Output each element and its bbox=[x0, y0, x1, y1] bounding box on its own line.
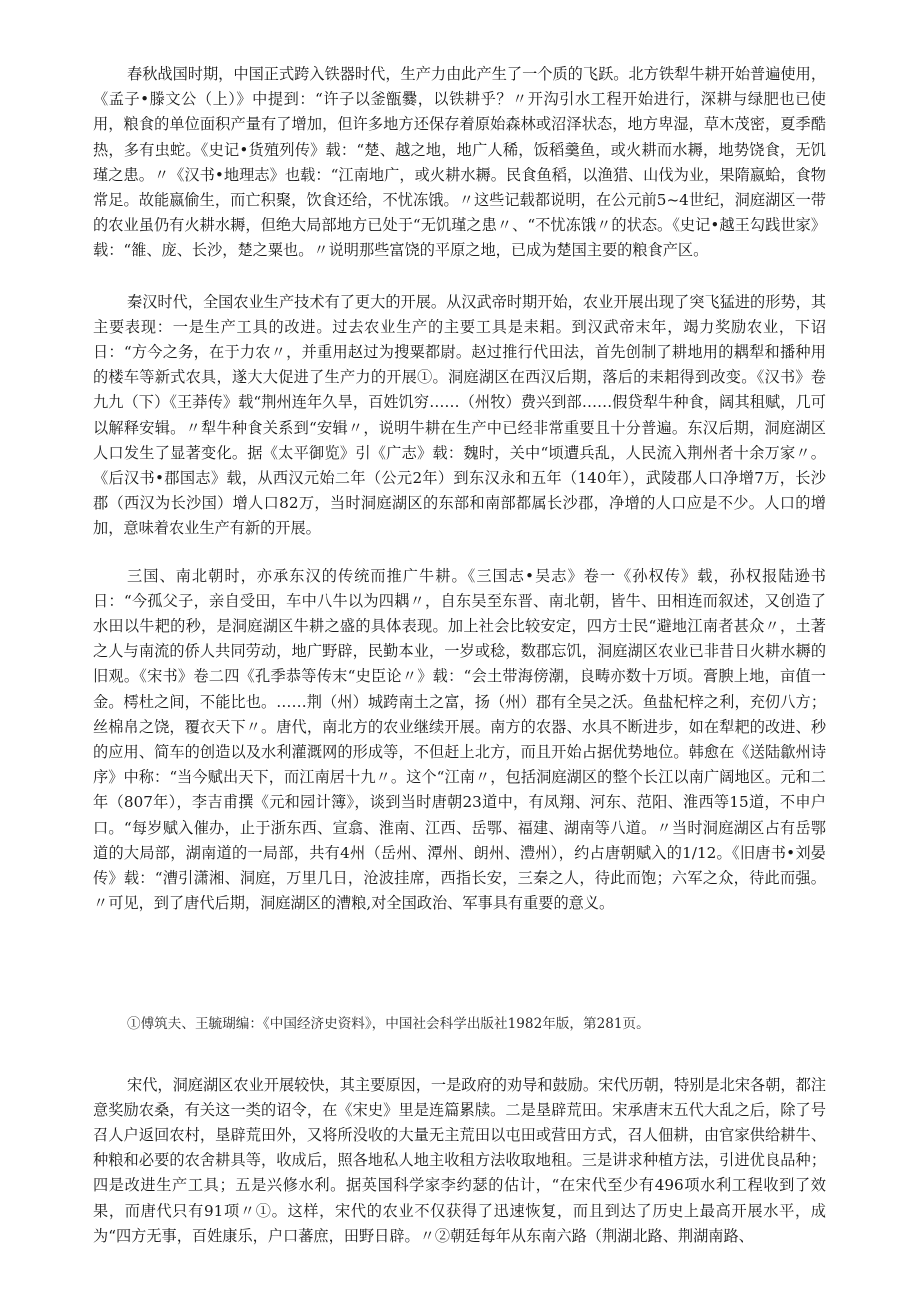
document-page bbox=[93, 62, 826, 1249]
paragraph-gap bbox=[93, 264, 826, 290]
paragraph-qin-han: 秦汉时代，全国农业生产技术有了更大的开展。从汉武帝时期开始，农业开展出现了突飞猛进的形势，其主要表现：一是生产工具的改进。过去农业生产的主要工具是耒耜。到汉武帝末年，竭力奖励农业，下诏日：“方今之务，在于力农〃，并重用赵过为搜粟都尉。赵过推行代田法，首先创制了耕地用的耦犁和播种用的楼车等新式农具，遂大大促进了生产力的开展①。洞庭湖区在西汉后期，落后的耒耜得到改变。《汉书》卷九九（下）《王莽传》载“荆州连年久旱，百姓饥穷……（州牧）费兴到部……假贷犁牛种食，阔其租赋，几可以解释安辑。〃犁牛种食关系到“安辑〃，说明牛耕在生产中已经非常重要且十分普遍。东汉后期，洞庭湖区人口发生了显著变化。据《太平御览》引《广志》载：魏时，关中“顷遭兵乱，人民流入荆州者十余万家〃。《后汉书•郡国志》载，从西汉元始二年（公元2年）到东汉永和五年（140年），武陵郡人口净增7万，长沙郡（西汉为长沙国）增人口82万，当时洞庭湖区的东部和南部都属长沙郡，净增的人口应是不少。人口的增加，意味着农业生产有新的开展。 bbox=[93, 292, 826, 538]
paragraph-gap bbox=[93, 1035, 826, 1073]
footnote-gap bbox=[93, 917, 826, 1013]
footnote: ①傅筑夫、王毓瑚编：《中国经济史资料》，中国社会科学出版社1982年版，第281页。 bbox=[127, 1015, 650, 1032]
paragraph-spring-autumn: 春秋战国时期，中国正式跨入铁器时代，生产力由此产生了一个质的飞跃。北方铁犁牛耕开始普遍使用，《孟子•滕文公（上）》中提到：“许子以釜甑爨，以铁耕乎？〃开沟引水工程开始进行，深耕与绿肥也已使用，粮食的单位面积产量有了增加，但许多地方还保存着原始森林或沼泽状态，地方卑湿，草木茂密，夏季酷热，多有虫蛇。《史记•货殖列传》载：“楚、越之地，地广人稀，饭稻羹鱼，或火耕而水耨，地势饶食，无饥瑾之患。〃《汉书•地理志》也载：“江南地广，或火耕水耨。民食鱼稻，以渔猎、山伐为业，果隋嬴蛤，食物常足。故能嬴偷生，而亡积聚，饮食还给，不忧冻饿。〃这些记载都说明，在公元前5~4世纪，洞庭湖区一带的农业虽仍有火耕水耨，但绝大局部地方已处于“无饥瑾之患〃、“不忧冻饿〃的状态。《史记•越王勾践世家》载：“雒、庞、长沙，楚之粟也。〃说明那些富饶的平原之地，已成为楚国主要的粮食产区。 bbox=[93, 65, 826, 260]
paragraph-gap bbox=[93, 542, 826, 564]
paragraph-song: 宋代，洞庭湖区农业开展较快，其主要原因，一是政府的劝导和鼓励。宋代历朝，特别是北宋各朝，都注意奖励农桑，有关这一类的诏令，在《宋史》里是连篇累牍。二是垦辟荒田。宋承唐末五代大乱之后，除了号召人户返回农村，垦辟荒田外，又将所没收的大量无主荒田以屯田或营田方式，召人佃耕，由官家供给耕牛、种粮和必要的农舍耕具等，收成后，照各地私人地主收租方法收取地租。三是讲求种植方法，引进优良品种；四是改进生产工具；五是兴修水利。据英国科学家李约瑟的估计，“在宋代至少有496项水利工程收到了效果，而唐代只有91项〃①。这样，宋代的农业不仅获得了迅速恢复，而且到达了历史上最高开展水平，成为“四方无事，百姓康乐，户口蕃庶，田野日辟。〃②朝廷每年从东南六路（荆湖北路、荆湖南路、 bbox=[93, 1075, 826, 1245]
paragraph-three-kingdoms-tang: 三国、南北朝时，亦承东汉的传统而推广牛耕。《三国志•吴志》卷一《孙权传》载，孙权报陆逊书日：“今孤父子，亲自受田，车中八牛以为四耦〃，自东吴至东晋、南北朝，皆牛、田相连而叙述，又创造了水田以牛耙的秒，是洞庭湖区牛耕之盛的具体表现。加上社会比较安定，四方士民“避地江南者甚众〃，土著之人与南流的侨人共同劳动，地广野辟，民勤本业，一岁或稔，数郡忘饥，洞庭湖区农业已非昔日火耕水耨的旧观。《宋书》卷二四《孔季恭等传末“史臣论〃》载：“会土带海傍潮，良畴亦数十万顷。膏腴上地，亩值一金。樗杜之间，不能比也。……荆（州）城跨南土之富，扬（州）郡有全吴之沃。鱼盐杞梓之利，充仞八方；丝棉帛之饶，覆衣天下〃。唐代，南北方的农业继续开展。南方的农器、水具不断进步，如在犁耙的改进、秒的应用、简车的创造以及水利灌溉网的形成等，不但赶上北方，而且开始占据优势地位。韩愈在《送陆歙州诗序》中称：“当今赋出天下，而江南居十九〃。这个“江南〃，包括洞庭湖区的整个长江以南广阔地区。元和二年（807年），李吉甫撰《元和园计簿》，谈到当时唐朝23道中，有凤翔、河东、范阳、淮西等15道，不申户口。“每岁赋入催办，止于浙东西、宣翕、淮南、江西、岳鄂、福建、湖南等八道。〃当时洞庭湖区占有岳鄂道的大局部，湖南道的一局部，共有4州（岳州、潭州、朗州、澧州），约占唐朝赋入的1/12。《旧唐书•刘晏传》载：“漕引潇湘、洞庭，万里几日，沧波挂席，西指长安，三秦之人，待此而饱；六军之众，待此而强。〃可见，到了唐代后期，洞庭湖区的漕粮,对全国政治、军事具有重要的意义。 bbox=[93, 566, 826, 913]
